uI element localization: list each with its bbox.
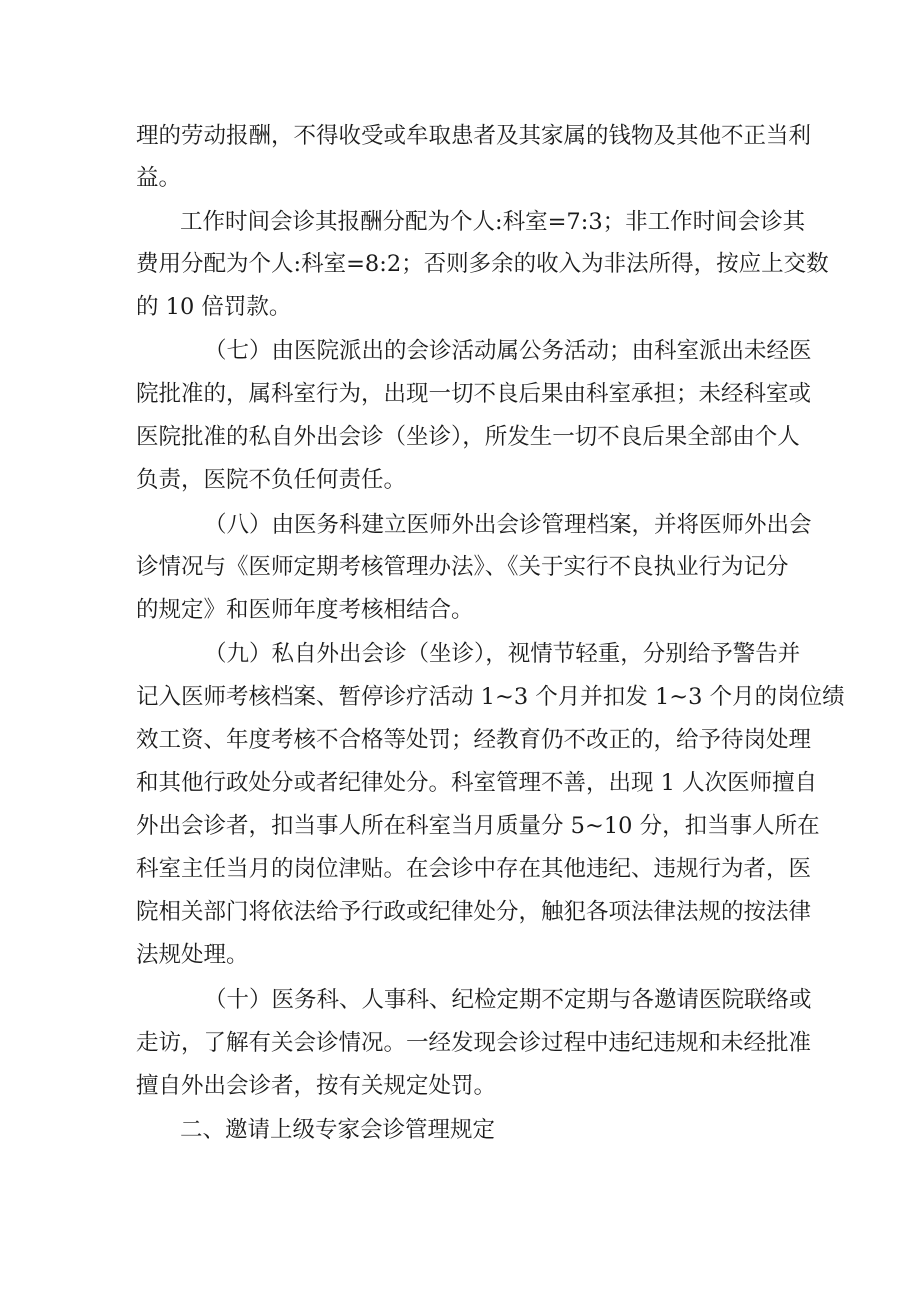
paragraph-remuneration-line: 的 10 倍罚款。 (136, 294, 292, 320)
paragraph-item-9-line: 和其他行政处分或者纪律处分。科室管理不善，出现 1 人次医师擅自 (136, 770, 818, 796)
paragraph-item-10-line: 擅自外出会诊者，按有关规定处罚。 (136, 1073, 497, 1099)
paragraph-item-9-line: 法规处理。 (136, 942, 249, 968)
paragraph-item-7-line: 负责，医院不负任何责任。 (136, 467, 407, 493)
paragraph-continued-line: 理的劳动报酬，不得收受或牟取患者及其家属的钱物及其他不正当利 (136, 123, 812, 149)
paragraph-item-9-line: 记入医师考核档案、暂停诊疗活动 1~3 个月并扣发 1~3 个月的岗位绩 (136, 684, 845, 710)
paragraph-item-9-line: 院相关部门将依法给予行政或纪律处分，触犯各项法律法规的按法律 (136, 899, 812, 925)
paragraph-item-9-line: 外出会诊者，扣当事人所在科室当月质量分 5~10 分，扣当事人所在 (136, 813, 820, 839)
paragraph-item-7-line: 医院批准的私自外出会诊（坐诊），所发生一切不良后果全部由个人 (136, 424, 800, 450)
paragraph-item-9-line: 效工资、年度考核不合格等处罚；经教育仍不改正的，给予待岗处理 (136, 727, 812, 753)
paragraph-item-7-line: （七）由医院派出的会诊活动属公务活动；由科室派出未经医 (204, 338, 812, 364)
paragraph-item-8-line: 的规定》和医师年度考核相结合。 (136, 597, 474, 623)
paragraph-remuneration-line: 工作时间会诊其报酬分配为个人:科室=7:3；非工作时间会诊其 (180, 209, 806, 235)
paragraph-item-7-line: 院批准的，属科室行为，出现一切不良后果由科室承担；未经科室或 (136, 381, 812, 407)
paragraph-continued-line: 益。 (136, 165, 182, 191)
paragraph-item-8-line: （八）由医务科建立医师外出会诊管理档案，并将医师外出会 (204, 512, 812, 538)
paragraph-item-9-line: （九）私自外出会诊（坐诊），视情节轻重，分别给予警告并 (204, 641, 801, 667)
section-heading: 二、邀请上级专家会诊管理规定 (180, 1117, 496, 1143)
paragraph-remuneration-line: 费用分配为个人:科室=8:2；否则多余的收入为非法所得，按应上交数 (136, 251, 829, 277)
paragraph-item-10-line: 走访，了解有关会诊情况。一经发现会诊过程中违纪违规和未经批准 (136, 1030, 812, 1056)
paragraph-item-10-line: （十）医务科、人事科、纪检定期不定期与各邀请医院联络或 (204, 987, 812, 1013)
paragraph-item-9-line: 科室主任当月的岗位津贴。在会诊中存在其他违纪、违规行为者，医 (136, 856, 812, 882)
paragraph-item-8-line: 诊情况与《医师定期考核管理办法》、《关于实行不良执业行为记分 (136, 554, 789, 580)
